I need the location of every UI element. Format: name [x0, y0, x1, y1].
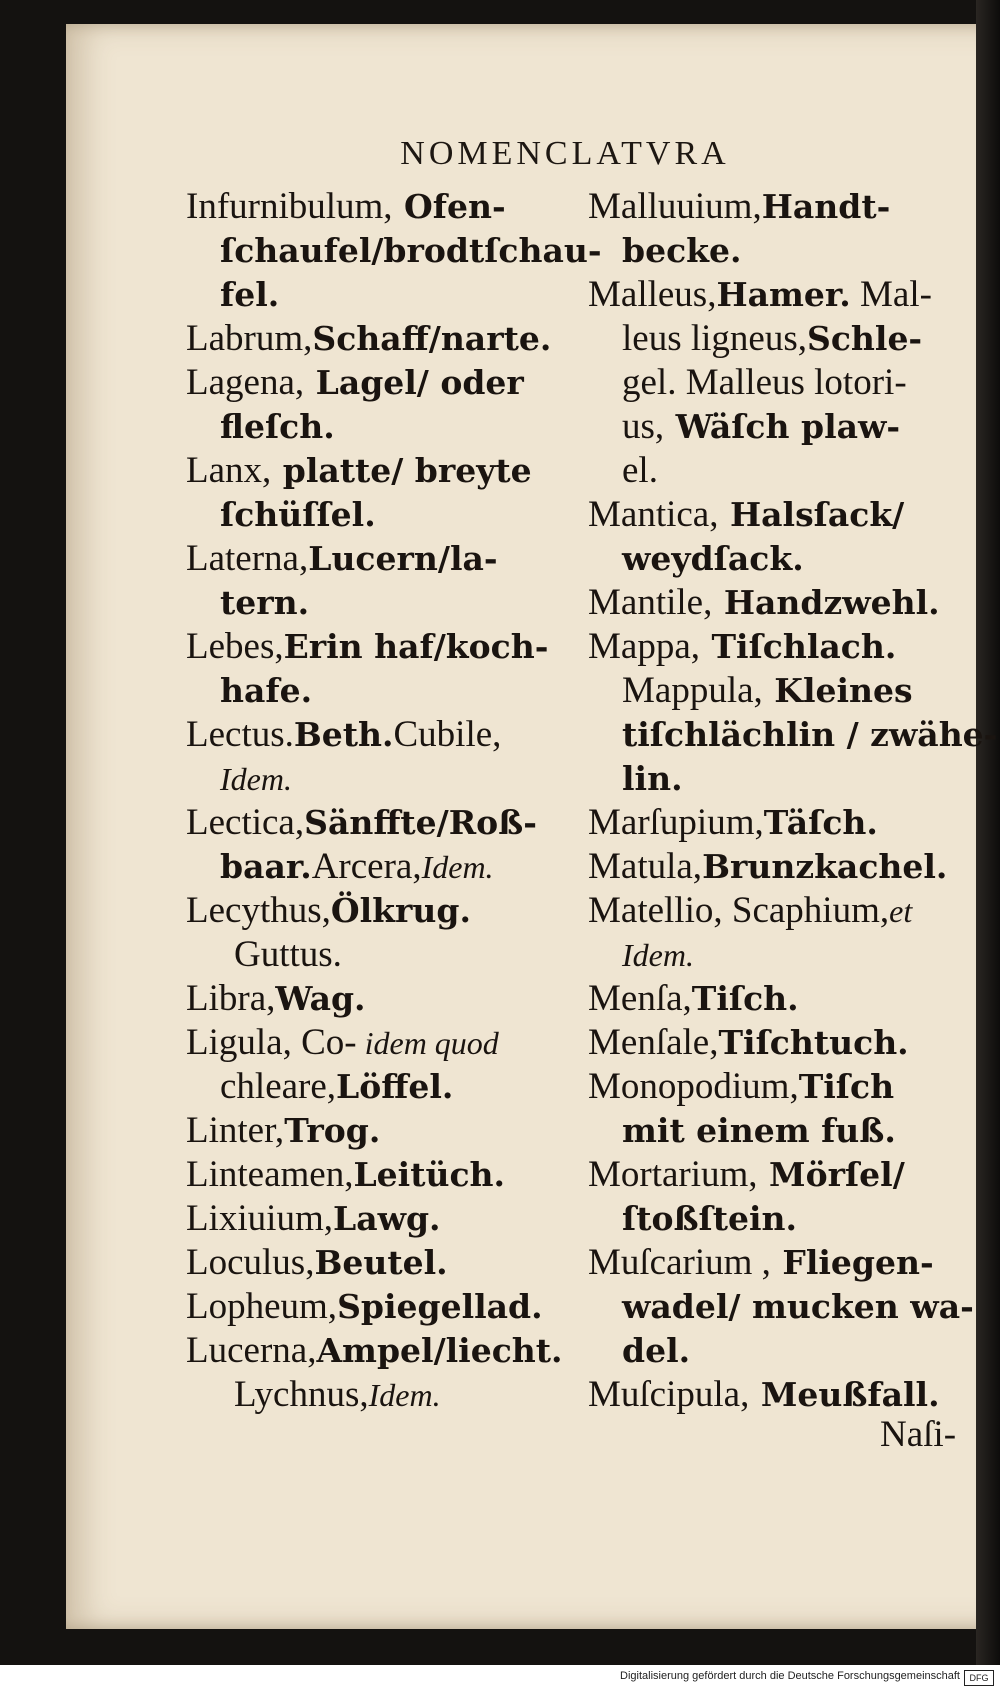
latin-term: Libra,	[186, 978, 276, 1019]
italic-note: Idem.	[421, 849, 494, 885]
dictionary-line	[588, 977, 988, 1021]
dictionary-line	[588, 713, 998, 757]
dictionary-line	[186, 845, 576, 889]
latin-term: Lecythus,	[186, 890, 331, 931]
dictionary-line	[588, 317, 988, 361]
dictionary-line	[588, 185, 988, 229]
italic-note: Idem.	[622, 937, 694, 973]
dictionary-line	[588, 801, 988, 845]
latin-term: Infurnibulum,	[186, 186, 393, 227]
footer-credit: Digitalisierung gefördert durch die Deutsche Forschungsgemeinschaft	[620, 1670, 960, 1682]
dictionary-line	[186, 1197, 576, 1241]
latin-term: Lixiuium,	[186, 1198, 333, 1239]
german-gloss: Tiſchtuch.	[718, 1023, 909, 1062]
german-gloss: lin.	[622, 759, 683, 798]
latin-term: Menſale,	[588, 1022, 719, 1063]
german-gloss: Trog.	[284, 1111, 381, 1150]
footer	[0, 1668, 1000, 1691]
dictionary-line	[186, 317, 576, 361]
latin-term: Guttus.	[234, 934, 342, 975]
german-gloss: weydſack.	[622, 539, 804, 578]
italic-note: et	[889, 893, 913, 929]
latin-term: Co-	[291, 1022, 357, 1063]
right-column	[588, 185, 998, 1417]
dictionary-line	[588, 1109, 988, 1153]
german-gloss: Fliegen-	[770, 1243, 934, 1282]
latin-term: Menſa,	[588, 978, 692, 1019]
german-gloss: Ofen-	[392, 187, 506, 226]
german-gloss: tiſchlächlin / zwähe-	[622, 715, 998, 754]
latin-term: Lucerna,	[186, 1330, 317, 1371]
german-gloss: Erin haf/koch-	[283, 627, 549, 666]
german-gloss: Handt-	[761, 187, 891, 226]
german-gloss: Halsſack/	[718, 495, 905, 534]
italic-note: idem quod	[356, 1025, 499, 1061]
german-gloss: Lawg.	[332, 1199, 441, 1238]
german-gloss: Kleines	[762, 671, 913, 710]
left-column	[186, 185, 602, 1417]
latin-term: Lopheum,	[186, 1286, 338, 1327]
dictionary-line	[186, 713, 576, 757]
german-gloss: Schaff/narte.	[312, 319, 552, 358]
latin-term: Mantica,	[588, 494, 719, 535]
german-gloss: Täſch.	[763, 803, 878, 842]
german-gloss: Beth.	[293, 715, 394, 754]
dictionary-line	[588, 1373, 988, 1417]
latin-term: us,	[622, 406, 665, 447]
german-gloss: del.	[622, 1331, 691, 1370]
dictionary-line	[588, 493, 988, 537]
dictionary-line	[588, 1153, 988, 1197]
german-gloss: Handzwehl.	[712, 583, 940, 622]
dictionary-line	[186, 449, 576, 493]
latin-term: chleare,	[220, 1066, 337, 1107]
dictionary-line	[186, 229, 602, 273]
dictionary-line	[588, 581, 988, 625]
german-gloss: Tiſch.	[691, 979, 799, 1018]
latin-term: Cubile,	[393, 714, 502, 755]
dictionary-line	[588, 361, 988, 405]
dictionary-line	[186, 1065, 576, 1109]
dictionary-line	[588, 229, 988, 273]
german-gloss: baar.	[220, 847, 312, 886]
german-gloss: Spiegellad.	[337, 1287, 543, 1326]
german-gloss: Wag.	[275, 979, 366, 1018]
latin-term: Lectus.	[186, 714, 294, 755]
latin-term: Mappa,	[588, 626, 700, 667]
latin-term: Mortarium,	[588, 1154, 758, 1195]
dictionary-line	[186, 669, 576, 713]
latin-term: Marſupium,	[588, 802, 764, 843]
latin-term: Loculus,	[186, 1242, 315, 1283]
latin-term: Lectica,	[186, 802, 305, 843]
latin-term: Scaphium,	[722, 890, 890, 931]
dictionary-line	[588, 669, 988, 713]
dictionary-line	[186, 889, 576, 933]
dictionary-line	[186, 493, 576, 537]
german-gloss: Sänffte/Roß-	[304, 803, 537, 842]
dictionary-line	[588, 625, 988, 669]
latin-term: Monopodium,	[588, 1066, 799, 1107]
dictionary-line	[588, 845, 988, 889]
latin-term: gel. Malleus lotori-	[622, 362, 907, 403]
dictionary-line	[186, 581, 576, 625]
dictionary-line	[588, 1065, 988, 1109]
german-gloss: ſchaufel/brodtſchau-	[220, 231, 602, 270]
german-gloss: Brunzkachel.	[702, 847, 948, 886]
dictionary-line	[186, 977, 576, 1021]
latin-term: Mappula,	[622, 670, 763, 711]
dictionary-line	[186, 1021, 576, 1065]
latin-term: Lagena,	[186, 362, 305, 403]
german-gloss: Wäſch plaw-	[664, 407, 901, 446]
latin-term: leus ligneus,	[622, 318, 807, 359]
dictionary-line	[186, 405, 576, 449]
italic-note: Idem.	[368, 1377, 441, 1413]
dictionary-line	[186, 273, 576, 317]
german-gloss: wadel/ mucken wa-	[622, 1287, 974, 1326]
dfg-logo: DFG	[964, 1670, 994, 1686]
latin-term: Matula,	[588, 846, 703, 887]
german-gloss: Tiſchlach.	[700, 627, 897, 666]
dictionary-line	[186, 1373, 576, 1417]
german-gloss: ſchüſſel.	[220, 495, 376, 534]
dictionary-line	[588, 1285, 988, 1329]
latin-term: Lebes,	[186, 626, 284, 667]
latin-term: Lychnus,	[234, 1374, 369, 1415]
german-gloss: platte/ breyte	[271, 451, 532, 490]
dictionary-line	[186, 1153, 576, 1197]
german-gloss: mit einem fuß.	[622, 1111, 896, 1150]
dictionary-line	[186, 625, 576, 669]
dictionary-line	[588, 757, 988, 801]
german-gloss: Tiſch	[798, 1067, 895, 1106]
dictionary-line	[186, 933, 576, 977]
german-gloss: Lucern/la-	[308, 539, 498, 578]
latin-term: Mal-	[850, 274, 932, 315]
running-head: NOMENCLATVRA	[400, 135, 730, 172]
german-gloss: Mörſel/	[757, 1155, 905, 1194]
german-gloss: Ampel/liecht.	[316, 1331, 563, 1370]
latin-term: Ligula,	[186, 1022, 292, 1063]
dictionary-line	[588, 889, 988, 933]
german-gloss: ſtoßſtein.	[622, 1199, 797, 1238]
german-gloss: Leitüch.	[353, 1155, 506, 1194]
dictionary-line	[186, 185, 576, 229]
dictionary-line	[588, 405, 988, 449]
catchword: Naſi-	[880, 1414, 957, 1455]
dictionary-line	[186, 757, 576, 801]
dictionary-line	[186, 801, 576, 845]
dictionary-line	[588, 1021, 988, 1065]
latin-term: Matellio,	[588, 890, 723, 931]
latin-term: Linteamen,	[186, 1154, 354, 1195]
dictionary-line	[186, 361, 576, 405]
latin-term: el.	[622, 450, 658, 491]
german-gloss: Löffel.	[336, 1067, 454, 1106]
german-gloss: hafe.	[220, 671, 313, 710]
latin-term: Lanx,	[186, 450, 272, 491]
dictionary-line	[588, 1329, 988, 1373]
german-gloss: Hamer.	[716, 275, 851, 314]
dictionary-line	[588, 1241, 988, 1285]
dictionary-line	[186, 1285, 576, 1329]
german-gloss: Meußfall.	[749, 1375, 940, 1414]
dictionary-line	[186, 1241, 576, 1285]
german-gloss: Ölkrug.	[330, 891, 471, 930]
dictionary-line	[588, 933, 988, 977]
german-gloss: Beutel.	[314, 1243, 448, 1282]
german-gloss: Schle-	[806, 319, 923, 358]
latin-term: Laterna,	[186, 538, 309, 579]
german-gloss: Lagel/ oder	[304, 363, 524, 402]
latin-term: Malluuium,	[588, 186, 762, 227]
dictionary-line	[186, 1329, 576, 1373]
latin-term: Linter,	[186, 1110, 285, 1151]
dictionary-line	[588, 449, 988, 493]
dictionary-line	[588, 273, 988, 317]
german-gloss: fleſch.	[220, 407, 335, 446]
latin-term: Muſcipula,	[588, 1374, 750, 1415]
german-gloss: becke.	[622, 231, 742, 270]
latin-term: Mantile,	[588, 582, 713, 623]
dictionary-line	[588, 537, 988, 581]
dictionary-line	[186, 1109, 576, 1153]
latin-term: Labrum,	[186, 318, 313, 359]
latin-term: Malleus,	[588, 274, 717, 315]
latin-term: Arcera,	[311, 846, 422, 887]
italic-note: Idem.	[220, 761, 292, 797]
dictionary-line	[588, 1197, 988, 1241]
dictionary-line	[186, 537, 576, 581]
latin-term: Muſcarium ,	[588, 1242, 771, 1283]
german-gloss: tern.	[220, 583, 310, 622]
german-gloss: fel.	[220, 275, 280, 314]
